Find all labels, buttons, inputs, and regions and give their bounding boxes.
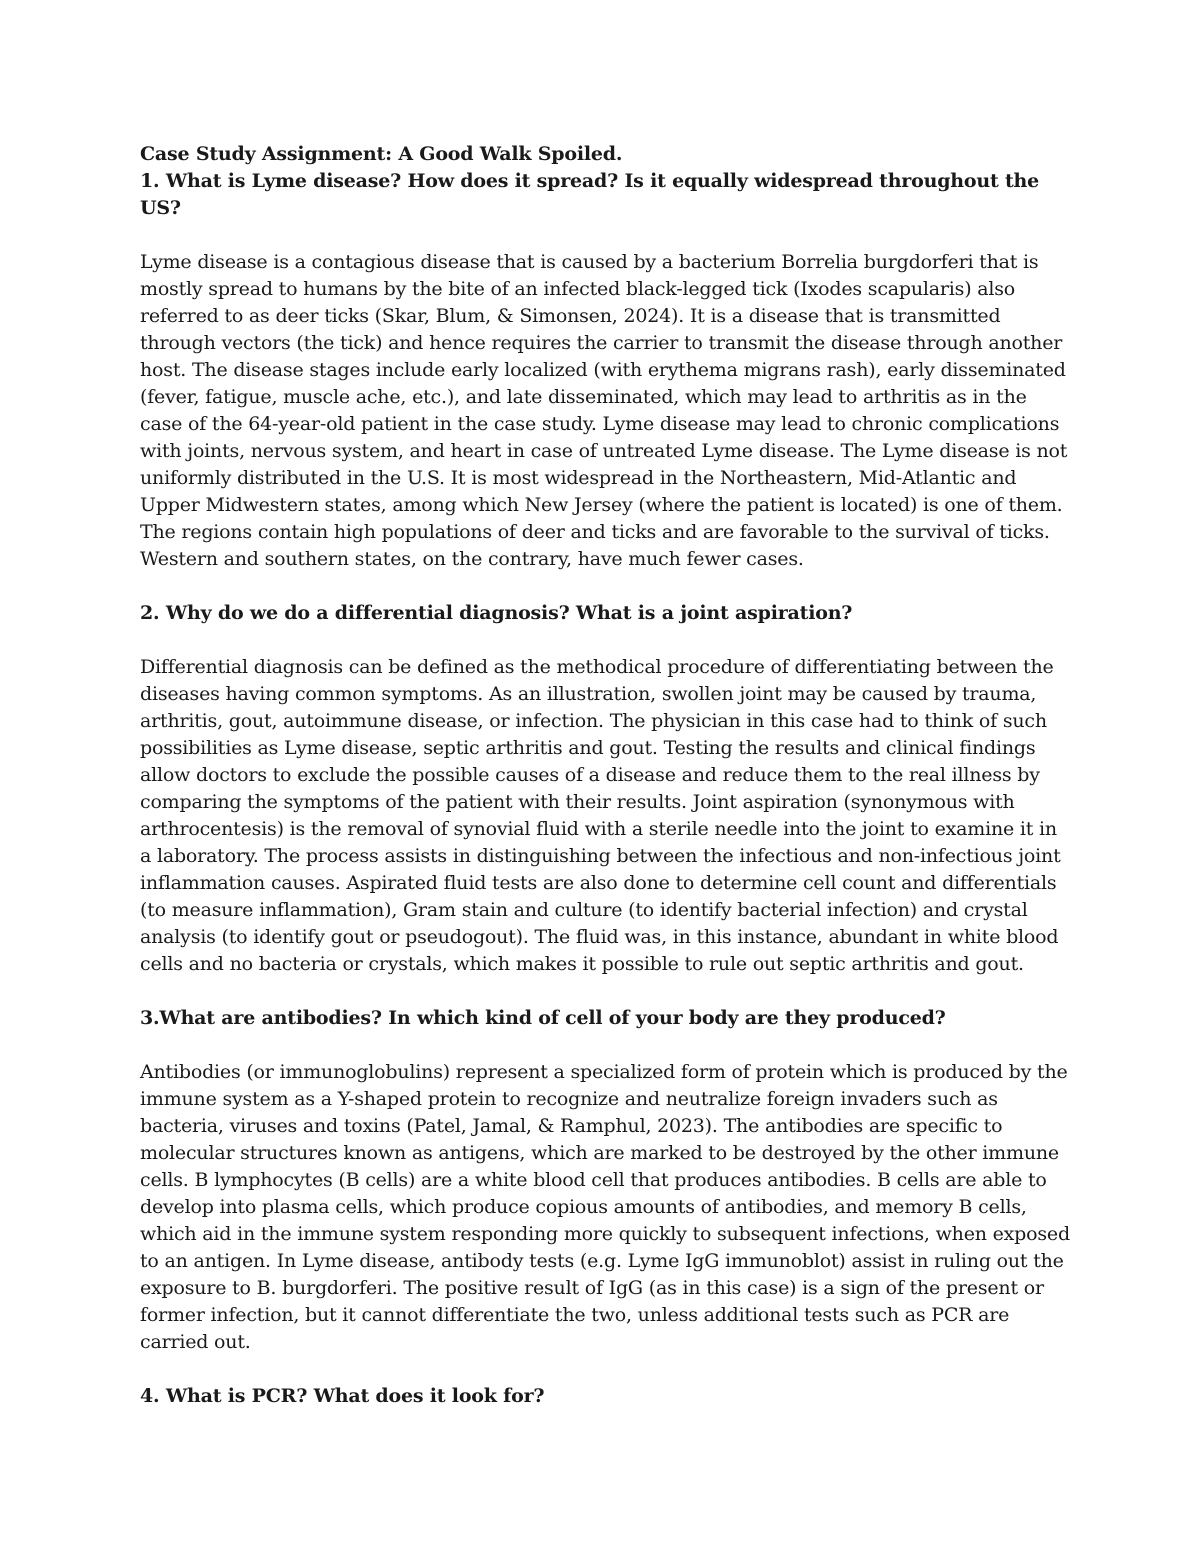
answer-1-paragraph: Lyme disease is a contagious disease that is caused by a bacterium Borrelia burgdorferi that is mostly spread to humans by the bite of an infected black-legged tick (Ixodes scapularis) also referred to as deer ticks (Skar, Blum, & Simonsen, 2024). It is a disease that is transmitted through vectors (the tick) and hence requires the carrier to transmit the disease through another host. The disease stages include early localized (with erythema migrans rash), early disseminated (fever, fatigue, muscle ache, etc.), and late disseminated, which may lead to arthritis as in the case of the 64-year-old patient in the case study. Lyme disease may lead to chronic complications with joints, nervous system, and heart in case of untreated Lyme disease. The Lyme disease is not uniformly distributed in the U.S. It is most widespread in the Northeastern, Mid-Atlantic and Upper Midwestern states, among which New Jersey (where the patient is located) is one of them. The regions contain high populations of deer and ticks and are favorable to the survival of ticks. Western and southern states, on the contrary, have much fewer cases. <box>140 251 1068 570</box>
question-3-heading: 3.What are antibodies? In which kind of cell of your body are they produced? <box>140 1007 946 1029</box>
answer-2-paragraph: Differential diagnosis can be defined as the methodical procedure of differentiating between the diseases having common symptoms. As an illustration, swollen joint may be caused by trauma, arthritis, gout, autoimmune disease, or infection. The physician in this case had to think of such possibilities as Lyme disease, septic arthritis and gout. Testing the results and clinical findings allow doctors to exclude the possible causes of a disease and reduce them to the real illness by comparing the symptoms of the patient with their results. Joint aspiration (synonymous with arthrocentesis) is the removal of synovial fluid with a sterile needle into the joint to examine it in a laboratory. The process assists in distinguishing between the infectious and non-infectious joint inflammation causes. Aspirated fluid tests are also done to determine cell count and differentials (to measure inflammation), Gram stain and culture (to identify bacterial infection) and crystal analysis (to identify gout or pseudogout). The fluid was, in this instance, abundant in white blood cells and no bacteria or crystals, which makes it possible to rule out septic arthritis and gout. <box>140 656 1061 975</box>
question-1-heading: 1. What is Lyme disease? How does it spread? Is it equally widespread throughout the US? <box>140 170 1040 219</box>
spacer <box>140 222 1070 249</box>
answer-3-paragraph: Antibodies (or immunoglobulins) represent a specialized form of protein which is produced by the immune system as a Y-shaped protein to recognize and neutralize foreign invaders such as bacteria, viruses and toxins (Patel, Jamal, & Ramphul, 2023). The antibodies are specific to molecular structures known as antigens, which are marked to be destroyed by the other immune cells. B lymphocytes (B cells) are a white blood cell that produces antibodies. B cells are able to develop into plasma cells, which produce copious amounts of antibodies, and memory B cells, which aid in the immune system responding more quickly to subsequent infections, when exposed to an antigen. In Lyme disease, antibody tests (e.g. Lyme IgG immunoblot) assist in ruling out the exposure to B. burgdorferi. The positive result of IgG (as in this case) is a sign of the present or former infection, but it cannot differentiate the two, unless additional tests such as PCR are carried out. <box>140 1061 1070 1353</box>
question-2-heading: 2. Why do we do a differential diagnosis? What is a joint aspiration? <box>140 602 853 624</box>
spacer <box>140 627 1070 654</box>
spacer <box>140 1032 1070 1059</box>
spacer <box>140 1356 1070 1383</box>
document-body <box>140 141 1070 1410</box>
document-title: Case Study Assignment: A Good Walk Spoiled. <box>140 143 623 165</box>
spacer <box>140 978 1070 1005</box>
spacer <box>140 573 1070 600</box>
question-4-heading: 4. What is PCR? What does it look for? <box>140 1385 545 1407</box>
